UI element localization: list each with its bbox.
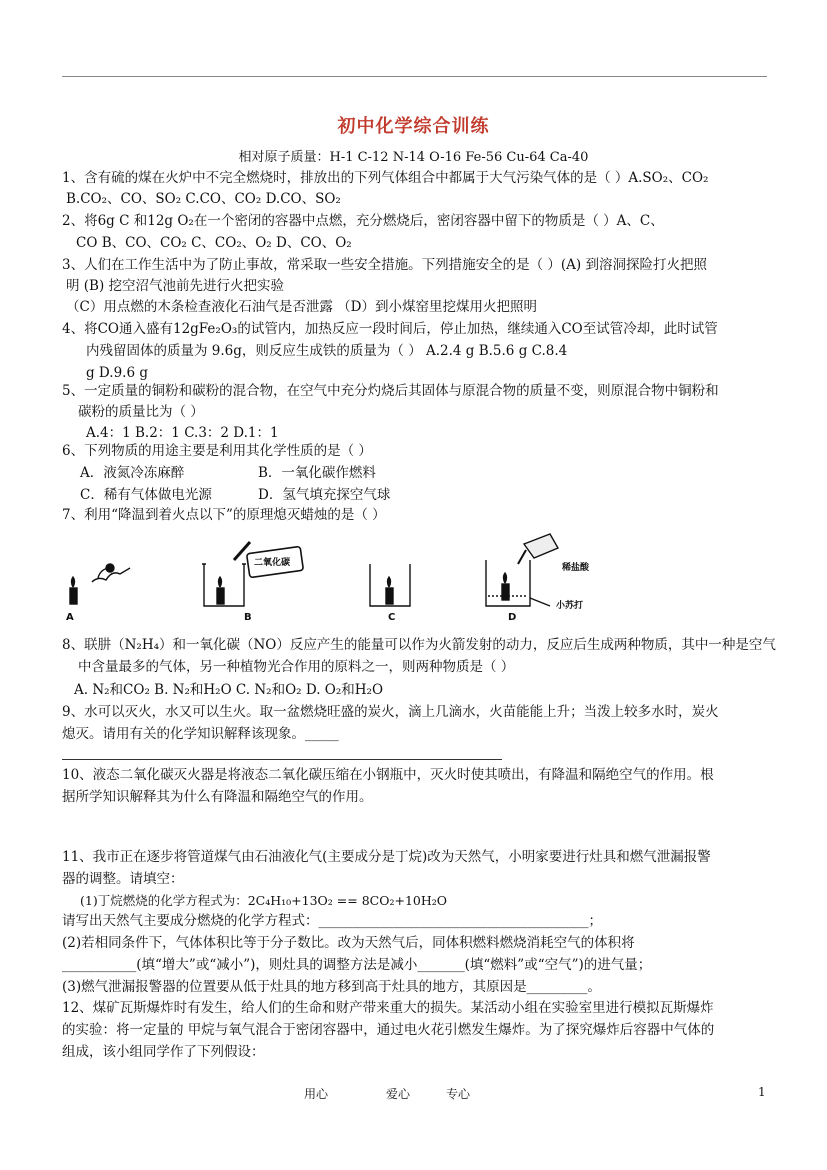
figure-a-drawing (70, 564, 130, 604)
q9-line1: 9、水可以灭火，水又可以生火。取一盆燃烧旺盛的炭火，滴上几滴水，火苗能能上升；当泼上较多水时，炭火 (62, 704, 719, 720)
q6-option-d: D．氢气填充探空气球 (258, 487, 391, 503)
figure-label-soda: 小苏打 (556, 601, 584, 611)
q5-line2: 碳粉的质量比为（ ） (78, 404, 204, 420)
q5-line1: 5、一定质量的铜粉和碳粉的混合物，在空气中充分灼烧后其固体与原混合物的质量不变，则原混合物中铜粉和 (62, 383, 719, 399)
q6-option-a: A．液氮冷冻麻醉 (80, 465, 185, 481)
figure-label-d: D (508, 612, 517, 623)
q3-line1: 3、人们在工作生活中为了防止事故，常采取一些安全措施。下列措施安全的是（ ）(A) 到溶洞探险打火把照 (62, 257, 707, 273)
figure-b-drawing (202, 542, 303, 606)
q4-line3: g D.9.6 g (86, 365, 148, 381)
figure-c-drawing (370, 564, 410, 606)
q3-line2: 明 (B) 挖空沼气池前先进行火把实验 (66, 278, 285, 294)
q6-option-b: B．一氧化碳作燃料 (258, 465, 376, 481)
q8-line1: 8、联肼（N₂H₄）和一氧化碳（NO）反应产生的能量可以作为火箭发射的动力，反应后生成两种物质，其中一种是空气 (62, 637, 776, 653)
q6-option-c: C．稀有气体做电光源 (80, 487, 212, 503)
q12-line3: 组成，该小组同学作了下列假设： (62, 1044, 265, 1060)
header-rule (62, 76, 767, 77)
footer-motto-1: 用心 (304, 1087, 329, 1101)
q11-line1: 11、我市正在逐步将管道煤气由石油液化气(主要成分是丁烷)改为天然气，小明家要进行灶具和燃气泄漏报警 (62, 849, 711, 865)
page-number: 1 (758, 1085, 766, 1099)
q11-line3: (1)丁烷燃烧的化学方程式为：2C₄H₁₀+13O₂ == 8CO₂+10H₂O (80, 893, 448, 908)
q12-line1: 12、煤矿瓦斯爆炸时有发生，给人们的生命和财产带来重大的损失。某活动小组在实验室里进行模拟瓦斯爆炸 (62, 1000, 714, 1016)
q9-answer-line (62, 759, 502, 760)
q7-figure (62, 530, 622, 630)
q10-line2: 据所学知识解释其为什么有降温和隔绝空气的作用。 (62, 789, 373, 805)
q6-stem: 6、下列物质的用途主要是利用其化学性质的是（ ） (62, 443, 372, 459)
q7-stem: 7、利用“降温到着火点以下”的原理熄灭蜡烛的是（ ） (62, 507, 386, 523)
q8-options: A. N₂和CO₂ B. N₂和H₂O C. N₂和O₂ D. O₂和H₂O (74, 682, 384, 698)
q11-line4: 请写出天然气主要成分燃烧的化学方程式：________________________________________； (62, 913, 602, 929)
q11-line5: (2)若相同条件下，气体体积比等于分子数比。改为天然气后，同体积燃料燃烧消耗空气的体积将 (62, 935, 635, 951)
q2-stem: 2、将6g C 和12g O₂在一个密闭的容器中点燃，充分燃烧后，密闭容器中留下的物质是（ ）A、C、 (62, 213, 664, 229)
q1-options: B.CO₂、CO、SO₂ C.CO、CO₂ D.CO、SO₂ (66, 191, 341, 207)
figure-d-drawing (486, 534, 558, 606)
figure-label-b: B (244, 612, 252, 623)
figure-label-acid: 稀盐酸 (562, 563, 590, 573)
q2-options: CO B、CO、CO₂ C、CO₂、O₂ D、CO、O₂ (76, 235, 352, 251)
q5-line3: A.4：1 B.2：1 C.3：2 D.1：1 (86, 425, 279, 441)
page-title: 初中化学综合训练 (337, 116, 490, 137)
q7-figure-drawing (62, 530, 622, 630)
figure-label-a: A (66, 612, 74, 623)
q1-stem: 1、含有硫的煤在火炉中不完全燃烧时，排放出的下列气体组合中都属于大气污染气体的是（ ）A.SO₂、CO₂ (62, 170, 709, 186)
figure-label-co2: 二氧化碳 (254, 558, 291, 568)
atomic-masses: 相对原子质量：H-1 C-12 N-14 O-16 Fe-56 Cu-64 Ca-40 (238, 150, 589, 165)
q9-line2: 熄灭。请用有关的化学知识解释该现象。_____ (62, 726, 339, 742)
q3-line3: （C）用点燃的木条检查液化石油气是否泄露 （D）到小煤窑里挖煤用火把照明 (66, 299, 537, 315)
q11-line7: (3)燃气泄漏报警器的位置要从低于灶具的地方移到高于灶具的地方，其原因是_________。 (62, 979, 601, 995)
q11-line6: ___________(填“增大”或“减小”)，则灶具的调整方法是减小_______(填“燃料”或“空气”)的进气量； (62, 957, 652, 973)
q4-line2: 内残留固体的质量为 9.6g，则反应生成铁的质量为（ ） A.2.4 g B.5.6 g C.8.4 (86, 343, 568, 359)
q11-line2: 器的调整。请填空： (62, 871, 184, 887)
q4-line1: 4、将CO通入盛有12gFe₂O₃的试管内，加热反应一段时间后，停止加热，继续通入CO至试管冷却，此时试管 (62, 321, 718, 337)
q12-line2: 的实验：将一定量的 甲烷与氧气混合于密闭容器中，通过电火花引燃发生爆炸。为了探究爆炸后容器中气体的 (62, 1022, 715, 1038)
q8-line2: 中含量最多的气体，另一种植物光合作用的原料之一，则两种物质是（ ） (78, 659, 515, 675)
q10-line1: 10、液态二氧化碳灭火器是将液态二氧化碳压缩在小钢瓶中，灭火时使其喷出，有降温和隔绝空气的作用。根 (62, 767, 714, 783)
figure-label-c: C (388, 612, 396, 623)
footer-motto-3: 专心 (446, 1087, 471, 1101)
footer-motto-2: 爱心 (386, 1087, 411, 1101)
